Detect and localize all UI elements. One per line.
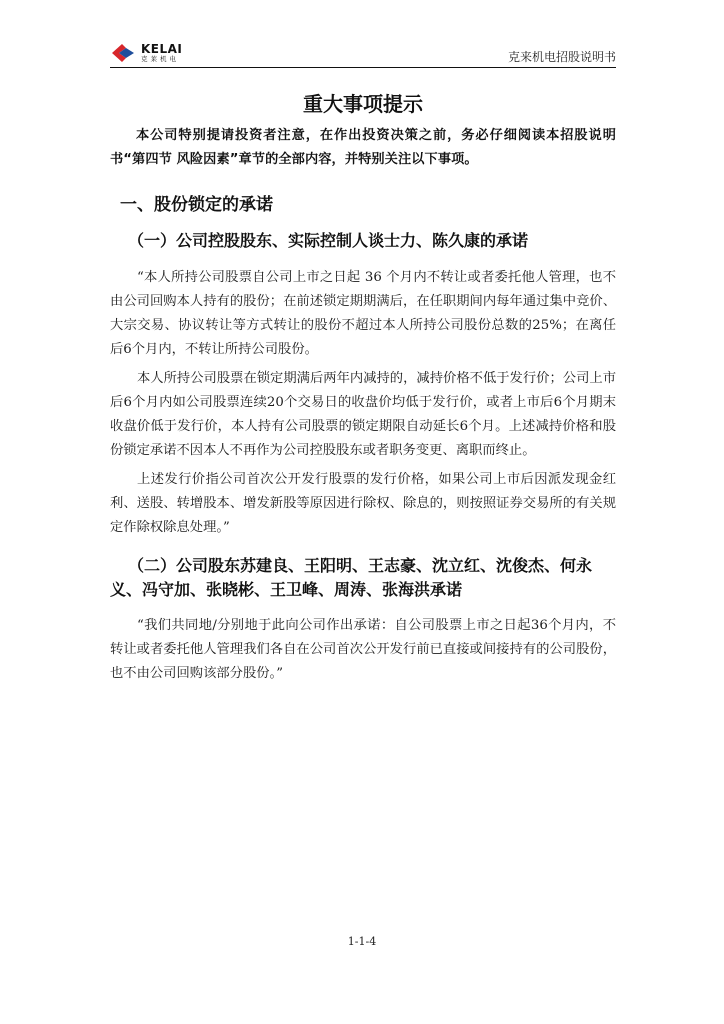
notice-paragraph: 本公司特别提请投资者注意，在作出投资决策之前，务必仔细阅读本招股说明书“第四节 风险因素”章节的全部内容，并特别关注以下事项。 <box>110 128 616 167</box>
company-logo <box>110 42 182 64</box>
logo-subtext: 克莱机电 <box>141 55 179 64</box>
body-paragraph: 上述发行价指公司首次公开发行股票的发行价格，如果公司上市后因派发现金红利、送股、转增股本、增发新股等原因进行除权、除息的，则按照证券交易所的有关规定作除权除息处理。” <box>110 472 616 535</box>
document-title: 克来机电招股说明书 <box>507 50 616 64</box>
subsection-heading-2: （二）公司股东苏建良、王阳明、王志豪、沈立红、沈俊杰、何永义、冯守加、张晓彬、王卫峰、周涛、张海洪承诺 <box>110 556 593 599</box>
body-paragraph: “本人所持公司股票自公司上市之日起 36 个月内不转让或者委托他人管理，也不由公司回购本人持有的股份；在前述锁定期期满后，在任职期间内每年通过集中竞价、大宗交易、协议转让等方式转让的股份不超过本人所持公司股份总数的25%；在离任后6个月内，不转让所持公司股份。 <box>110 270 616 357</box>
page-content <box>110 84 616 686</box>
page-title: 重大事项提示 <box>303 92 423 116</box>
section-heading: 一、股份锁定的承诺 <box>120 195 273 215</box>
page-header <box>110 38 616 66</box>
kelai-logo-icon <box>110 43 136 63</box>
body-paragraph: “我们共同地/分别地于此向公司作出承诺：自公司股票上市之日起36个月内，不转让或者委托他人管理我们各自在公司首次公开发行前已直接或间接持有的公司股份，也不由公司回购该部分股份。” <box>110 618 616 681</box>
subsection-heading-1: （一）公司控股股东、实际控制人谈士力、陈久康的承诺 <box>128 231 529 250</box>
page-number: 1-1-4 <box>347 935 377 948</box>
body-paragraph: 本人所持公司股票在锁定期满后两年内减持的，减持价格不低于发行价；公司上市后6个月内如公司股票连续20个交易日的收盘价均低于发行价，或者上市后6个月期末收盘价低于发行价，本人持有公司股票的锁定期限自动延长6个月。上述减持价格和股份锁定承诺不因本人不再作为公司控股股东或者职务变更、离职而终止。 <box>110 371 616 458</box>
logo-text: KELAI <box>141 42 183 57</box>
header-divider <box>110 67 616 68</box>
